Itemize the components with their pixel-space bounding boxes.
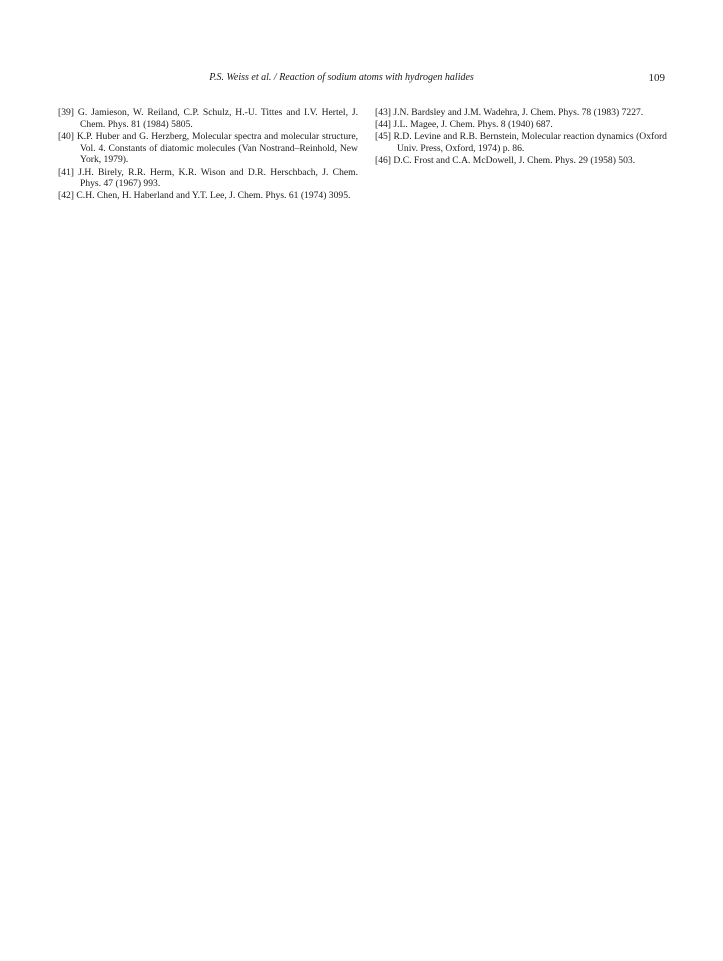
reference-text: J.L. Magee, J. Chem. Phys. 8 (1940) 687. [393,119,553,131]
reference-text: R.D. Levine and R.B. Bernstein, Molecular reaction dynamics (Oxford Univ. Press, Oxford, 1974) p. 86. [393,131,667,154]
reference-number: [45] [375,131,391,143]
running-title: P.S. Weiss et al. / Reaction of sodium atoms with hydrogen halides [209,72,474,83]
page-number: 109 [648,72,665,84]
reference-text: J.H. Birely, R.R. Herm, K.R. Wison and D.R. Herschbach, J. Chem. Phys. 47 (1967) 993. [78,166,358,190]
reference-number: [46] [375,155,391,167]
reference-number: [40] [58,130,74,142]
reference-item-44 [375,119,667,131]
reference-text: K.P. Huber and G. Herzberg, Molecular spectra and molecular structure, Vol. 4. Constants of diatomic molecules (Van Nostrand–Reinhold, New York, 1979). [76,130,358,166]
reference-list-left-column [58,107,358,203]
reference-text: D.C. Frost and C.A. McDowell, J. Chem. Phys. 29 (1958) 503. [393,155,636,167]
reference-number: [43] [375,107,391,118]
reference-item-39 [58,107,358,131]
reference-number: [39] [58,107,74,118]
reference-number: [41] [58,166,74,178]
reference-item-45 [375,131,667,155]
reference-text: J.N. Bardsley and J.M. Wadehra, J. Chem. Phys. 78 (1983) 7227. [393,107,644,118]
reference-item-43 [375,107,667,119]
reference-number: [42] [58,190,74,202]
reference-text: C.H. Chen, H. Haberland and Y.T. Lee, J. Chem. Phys. 61 (1974) 3095. [76,190,351,202]
reference-item-42 [58,190,358,202]
reference-item-46 [375,155,667,167]
reference-item-41 [58,167,358,191]
reference-text: G. Jamieson, W. Reiland, C.P. Schulz, H.-U. Tittes and I.V. Hertel, J. Chem. Phys. 81 (1984) 5805. [77,107,358,130]
reference-number: [44] [375,119,391,131]
reference-list-right-column [375,107,667,167]
reference-item-40 [58,131,358,166]
running-header [58,72,665,86]
